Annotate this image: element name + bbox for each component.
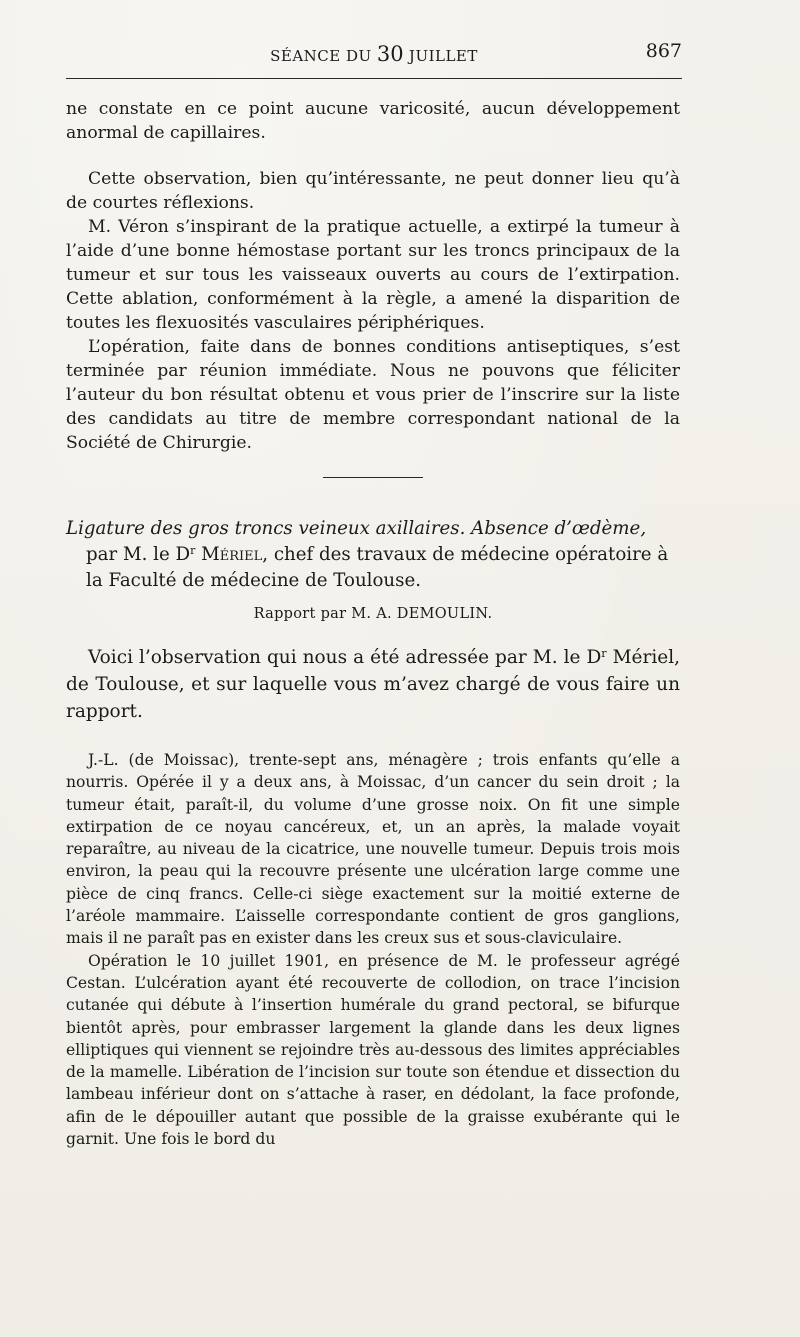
page-number: 867 [645, 40, 682, 62]
paragraph-observation-comment: Cette observation, bien qu’intéressante, ne peut donner lieu qu’à de courtes réflexions. [66, 169, 680, 213]
report-line: Rapport par M. A. DEMOULIN. [253, 606, 493, 622]
byline-sup: r [190, 544, 196, 557]
running-title-pre: SÉANCE DU [270, 47, 377, 65]
article-title [66, 516, 680, 594]
article-title-italic: Ligature des gros troncs veineux axillaires. Absence d’œdème, [66, 518, 647, 539]
page-content [66, 97, 680, 1150]
intro-pre: Voici l’observation qui nous a été adressée par M. le D [88, 647, 602, 668]
running-head [66, 38, 682, 68]
byline-pre: par M. le D [86, 544, 191, 565]
paragraph-conclusion: L’opération, faite dans de bonnes conditions antiseptiques, s’est terminée par réunion immédiate. Nous ne pouvons que féliciter l’auteur du bon résultat obtenu et vous prier de l’inscrire sur la liste des candidats au titre de membre correspondant national de la Société de Chirurgie. [66, 337, 680, 453]
running-title [66, 42, 682, 66]
paragraph-continuation: ne constate en ce point aucune varicosité, aucun développement anormal de capillaires. [66, 99, 680, 143]
header-rule [66, 78, 682, 79]
running-title-month: JUILLET [403, 47, 478, 65]
byline-affiliation: , chef des travaux de médecine opératoire à la Faculté de médecine de Toulouse. [86, 544, 669, 591]
running-title-day: 30 [376, 42, 404, 66]
paragraph-operation: Opération le 10 juillet 1901, en présence de M. le professeur agrégé Cestan. L’ulcération ayant été recouverte de collodion, on trace l’incision cutanée qui débute à l’insertion humérale du grand pectoral, se bifurque bientôt après, pour embrasser largement la glande dans les deux lignes elliptiques qui viennent se rejoindre très au-dessous des limites appréciables de la mamelle. Libération de l’incision sur toute son étendue et dissection du lambeau inférieur dont on s’attache à raser, en dédolant, la face profonde, afin de le dépouiller autant que possible de la graisse exubérante qui le garnit. Une fois le bord du [66, 951, 680, 1149]
paragraph-patient-history: J.-L. (de Moissac), trente-sept ans, ménagère ; trois enfants qu’elle a nourris. Opérée il y a deux ans, à Moissac, d’un cancer du sein droit ; la tumeur était, paraît-il, du volume d’une grosse noix. On fit une simple extirpation de ce noyau cancéreux, et, un an après, la malade voyait reparaître, au niveau de la cicatrice, une nouvelle tumeur. Depuis trois mois environ, la peau qui la recouvre présente une ulcération large comme une pièce de cinq francs. Celle-ci siège exactement sur la moitié externe de l’aréole mammaire. L’aisselle correspondante contient de gros ganglions, mais il ne paraît pas en exister dans les creux sus et sous-claviculaire. [66, 751, 680, 948]
intro-post: Mériel, de Toulouse, et sur laquelle vous m’avez chargé de vous faire un rapport. [66, 647, 680, 722]
intro-sup: r [601, 646, 607, 660]
section-separator [323, 477, 423, 478]
byline-author: Mériel [201, 544, 263, 565]
paragraph-veron-technique: M. Véron s’inspirant de la pratique actuelle, a extirpé la tumeur à l’aide d’une bonne hémostase portant sur les troncs principaux de la tumeur et sur tous les vaisseaux ouverts au cours de l’extirpation. Cette ablation, conformément à la règle, a amené la disparition de toutes les flexuosités vasculaires périphériques. [66, 217, 680, 333]
paragraph-intro [66, 644, 680, 725]
